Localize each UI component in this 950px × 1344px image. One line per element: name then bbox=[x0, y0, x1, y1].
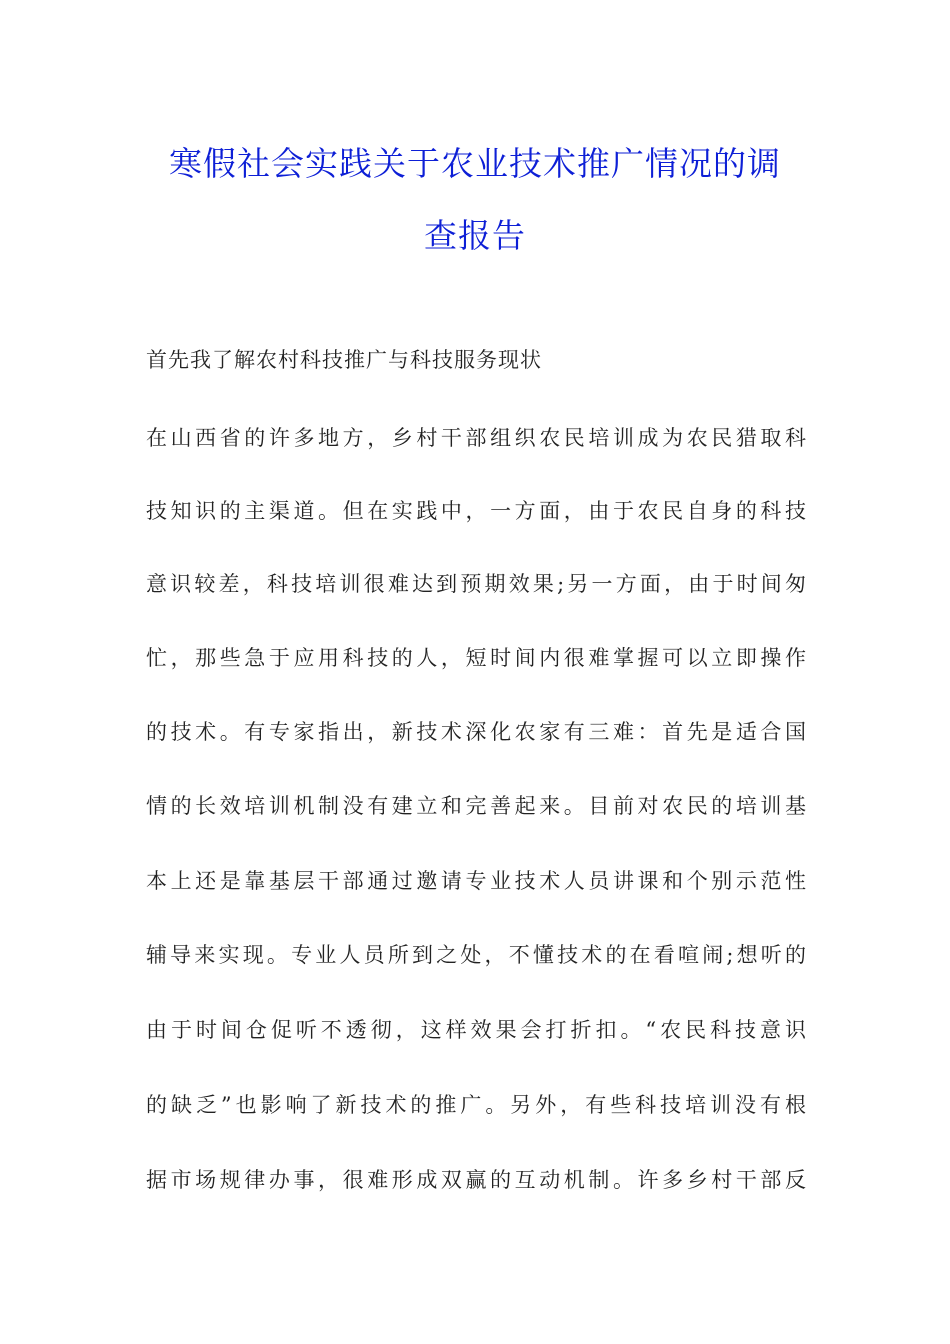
body-line-9: 由于时间仓促听不透彻，这样效果会打折扣。“农民科技意识 bbox=[146, 1018, 806, 1042]
section-subheading: 首先我了解农村科技推广与科技服务现状 bbox=[146, 348, 542, 372]
body-line-5: 的技术。有专家指出，新技术深化农家有三难：首先是适合国 bbox=[146, 720, 806, 744]
body-line-6: 情的长效培训机制没有建立和完善起来。目前对农民的培训基 bbox=[146, 794, 806, 818]
body-line-11: 据市场规律办事，很难形成双赢的互动机制。许多乡村干部反 bbox=[146, 1168, 806, 1192]
body-line-2: 技知识的主渠道。但在实践中，一方面，由于农民自身的科技 bbox=[146, 499, 806, 523]
body-line-8: 辅导来实现。专业人员所到之处，不懂技术的在看喧闹;想听的 bbox=[146, 943, 806, 967]
body-line-1: 在山西省的许多地方，乡村干部组织农民培训成为农民猎取科 bbox=[146, 426, 806, 450]
title-line-2: 查报告 bbox=[424, 216, 526, 255]
document-title bbox=[140, 128, 810, 272]
body-line-7: 本上还是靠基层干部通过邀请专业技术人员讲课和个别示范性 bbox=[146, 869, 806, 893]
title-line-1: 寒假社会实践关于农业技术推广情况的调 bbox=[169, 144, 781, 183]
body-line-4: 忙，那些急于应用科技的人，短时间内很难掌握可以立即操作 bbox=[146, 646, 806, 670]
body-line-10: 的缺乏”也影响了新技术的推广。另外，有些科技培训没有根 bbox=[146, 1093, 806, 1117]
body-line-3: 意识较差，科技培训很难达到预期效果;另一方面，由于时间匆 bbox=[146, 572, 806, 596]
